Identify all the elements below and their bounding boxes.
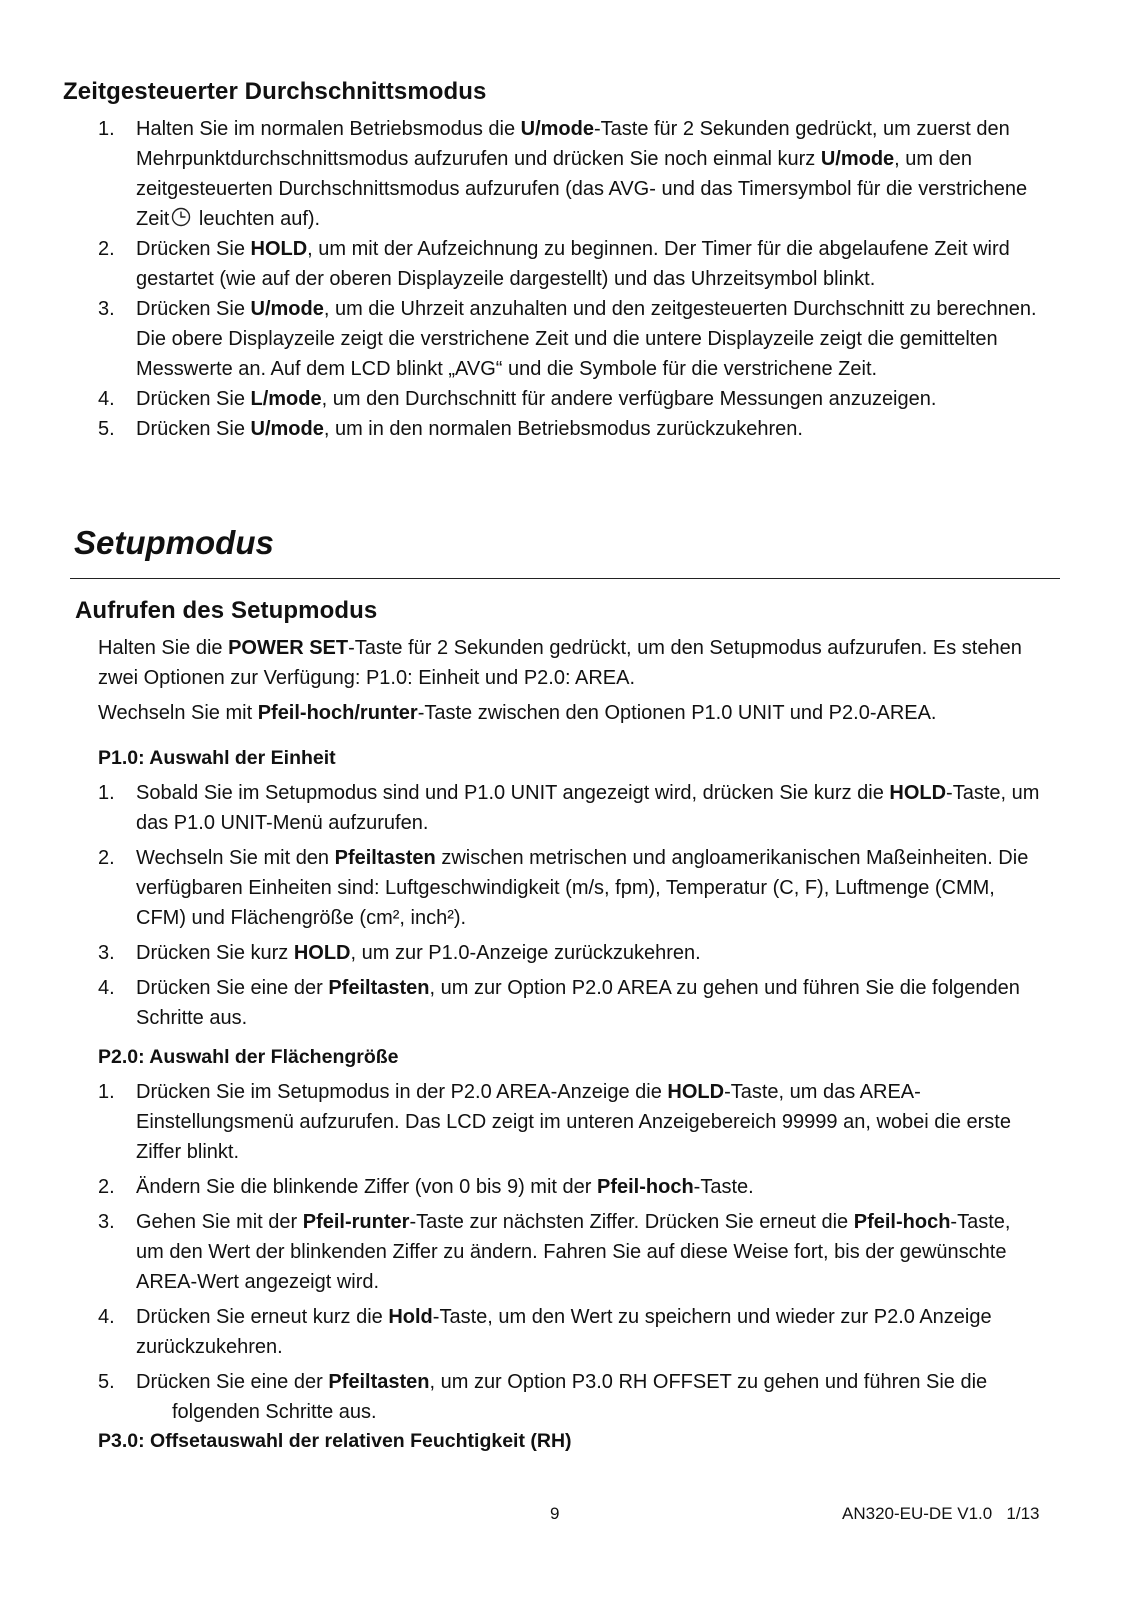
list-item: 2. Ändern Sie die blinkende Ziffer (von 0 bis 9) mit der Pfeil-hoch-Taste. (98, 1176, 754, 1198)
list-item: 2. Drücken Sie HOLD, um mit der Aufzeichnung zu beginnen. Der Timer für die abgelaufene Zeit wird gestartet (wie auf der oberen Displayzeile dargestellt) und das Uhrzeitsymbol blinkt. (98, 238, 1010, 290)
section-divider (70, 578, 1060, 579)
list-item: 3. Drücken Sie kurz HOLD, um zur P1.0-Anzeige zurückzukehren. (98, 942, 701, 964)
list-item: 2. Wechseln Sie mit den Pfeiltasten zwischen metrischen und angloamerikanischen Maßeinheiten. Die verfügbaren Einheiten sind: Luftgeschwindigkeit (m/s, fpm), Temperatur (C, F), Luftmenge (CMM, CFM) und Flächengröße (cm², inch²). (98, 847, 1029, 929)
clock-icon (171, 207, 191, 227)
list-item: 1. Sobald Sie im Setupmodus sind und P1.0 UNIT angezeigt wird, drücken Sie kurz die HOLD-Taste, um das P1.0 UNIT-Menü aufzurufen. (98, 782, 1040, 834)
p2-steps (98, 1077, 1043, 1432)
heading-p2-area: P2.0: Auswahl der Flächengröße (98, 1046, 399, 1068)
list-item: 4. Drücken Sie erneut kurz die Hold-Taste, um den Wert zu speichern und wieder zur P2.0 Anzeige zurückzukehren. (98, 1306, 992, 1358)
heading-timed-average-mode: Zeitgesteuerter Durchschnittsmodus (63, 78, 487, 105)
section-title-setup-mode: Setupmodus (74, 524, 274, 561)
heading-p3-rh-offset: P3.0: Offsetauswahl der relativen Feuchtigkeit (RH) (98, 1430, 572, 1452)
p1-steps (98, 778, 1043, 1038)
document-id: AN320-EU-DE V1.0 1/13 (842, 1504, 1040, 1523)
list-item: 3. Drücken Sie U/mode, um die Uhrzeit anzuhalten und den zeitgesteuerten Durchschnitt zu berechnen. Die obere Displayzeile zeigt die verstrichene Zeit und die untere Displayzeile zeigt die gemittelten Messwerte an. Auf dem LCD blinkt „AVG“ und die Symbole für die verstrichene Zeit. (98, 298, 1037, 380)
list-item: 5. Drücken Sie U/mode, um in den normalen Betriebsmodus zurückzukehren. (98, 418, 803, 440)
list-item: 1. Halten Sie im normalen Betriebsmodus die U/mode-Taste für 2 Sekunden gedrückt, um zuerst den Mehrpunktdurchschnittsmodus aufzurufen und drücken Sie noch einmal kurz U/mode, um den zeitgesteuerten Durchschnittsmodus aufzurufen (das AVG- und das Timersymbol für die verstrichene Zeit leuchten auf). (98, 118, 1028, 230)
list-item: 4. Drücken Sie eine der Pfeiltasten, um zur Option P2.0 AREA zu gehen und führen Sie die folgenden Schritte aus. (98, 977, 1020, 1029)
heading-p1-unit: P1.0: Auswahl der Einheit (98, 747, 336, 769)
page-number: 9 (550, 1504, 560, 1523)
heading-enter-setup-mode: Aufrufen des Setupmodus (75, 597, 378, 624)
setup-arrow-paragraph: Wechseln Sie mit Pfeil-hoch/runter-Taste zwischen den Optionen P1.0 UNIT und P2.0-AREA. (98, 702, 937, 724)
list-item: 3. Gehen Sie mit der Pfeil-runter-Taste zur nächsten Ziffer. Drücken Sie erneut die Pfeil-hoch-Taste, um den Wert der blinkenden Ziffer zu ändern. Fahren Sie auf diese Weise fort, bis der gewünschte AREA-Wert angezeigt wird. (98, 1211, 1011, 1293)
timed-average-steps (98, 114, 1038, 444)
list-item: 4. Drücken Sie L/mode, um den Durchschnitt für andere verfügbare Messungen anzuzeigen. (98, 388, 937, 410)
list-item: 1. Drücken Sie im Setupmodus in der P2.0 AREA-Anzeige die HOLD-Taste, um das AREA-Einstellungsmenü aufzurufen. Das LCD zeigt im unteren Anzeigebereich 99999 an, wobei die erste Ziffer blinkt. (98, 1081, 1011, 1163)
list-item: 5. Drücken Sie eine der Pfeiltasten, um zur Option P3.0 RH OFFSET zu gehen und führen Sie die folgenden Schritte aus. (98, 1371, 988, 1423)
setup-intro-paragraph: Halten Sie die POWER SET-Taste für 2 Sekunden gedrückt, um den Setupmodus aufzurufen. Es stehen zwei Optionen zur Verfügung: P1.0: Einheit und P2.0: AREA. (98, 637, 1022, 689)
